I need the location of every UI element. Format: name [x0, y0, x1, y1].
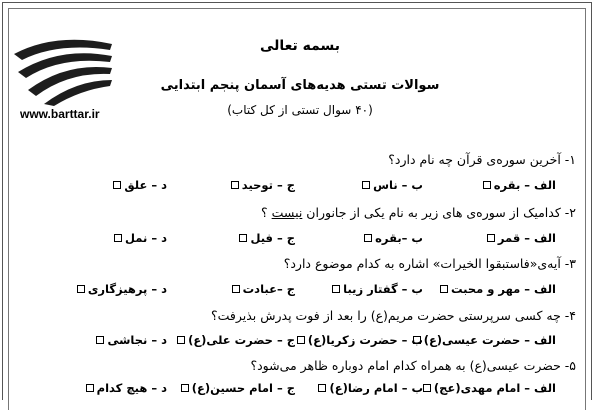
- question-2-end: ؟: [261, 205, 272, 220]
- q3-option-b[interactable]: [332, 282, 423, 296]
- page-title: بسمه تعالی: [259, 38, 341, 54]
- q2-option-d-label: د – نمل: [125, 231, 167, 245]
- q1-option-c[interactable]: [231, 178, 295, 192]
- page-subtitle: سوالات تستی هدیه‌های آسمان پنجم ابتدایی: [160, 78, 440, 93]
- header: [0, 0, 600, 140]
- checkbox-icon[interactable]: [114, 234, 122, 242]
- checkbox-icon[interactable]: [362, 181, 370, 189]
- question-5: ۵- حضرت عیسی(ع) به همراه کدام امام دوباره ظاهر می‌شود؟: [250, 358, 576, 373]
- q3-option-c-label: ج –عبادت: [242, 282, 295, 296]
- q2-option-c-label: ج – فیل: [250, 231, 295, 245]
- q1-option-b-label: ب – ناس: [373, 178, 423, 192]
- question-3: ۳- آیه‌ی«فاستبقوا الخیرات» اشاره به کدام موضوع دارد؟: [283, 256, 576, 271]
- checkbox-icon[interactable]: [232, 285, 240, 293]
- q4-option-c[interactable]: [177, 333, 295, 347]
- q3-option-a[interactable]: [440, 282, 556, 296]
- q2-option-d[interactable]: [114, 231, 167, 245]
- q5-option-a[interactable]: [423, 381, 556, 395]
- checkbox-icon[interactable]: [177, 336, 185, 344]
- q5-option-c-label: ج – امام حسین(ع): [191, 381, 295, 395]
- q5-option-d-label: د – هیچ کدام: [96, 381, 167, 395]
- q5-option-c[interactable]: [181, 381, 295, 395]
- q4-option-c-label: ج – حضرت علی(ع): [188, 333, 295, 347]
- q1-option-b[interactable]: [362, 178, 423, 192]
- q1-option-a[interactable]: [483, 178, 556, 192]
- q1-option-c-label: ج – توحید: [241, 178, 295, 192]
- q5-option-a-label: الف – امام مهدی(عج): [433, 381, 556, 395]
- question-4: ۴- چه کسی سرپرستی حضرت مریم(ع) را بعد از فوت پدرش بذیرفت؟: [210, 308, 576, 323]
- checkbox-icon[interactable]: [231, 181, 239, 189]
- q3-option-c[interactable]: [232, 282, 295, 296]
- q2-option-b-label: ب –بقره: [375, 231, 423, 245]
- checkbox-icon[interactable]: [423, 384, 431, 392]
- q1-option-d[interactable]: [113, 178, 167, 192]
- checkbox-icon[interactable]: [86, 384, 94, 392]
- q4-option-b[interactable]: [297, 333, 423, 347]
- question-2-text: ۲- کدامیک از سوره‌ی های زیر به نام یکی از جانوران: [302, 205, 576, 220]
- q4-option-a-label: الف – حضرت عیسی(ع): [423, 333, 556, 347]
- q3-option-a-label: الف – مهر و محبت: [450, 282, 556, 296]
- checkbox-icon[interactable]: [77, 285, 85, 293]
- q4-option-d-label: د – نجاشی: [107, 333, 167, 347]
- q2-option-c[interactable]: [239, 231, 295, 245]
- q3-option-b-label: ب – گفتار زیبا: [343, 282, 423, 296]
- q4-option-a[interactable]: [413, 333, 556, 347]
- question-2: [261, 205, 576, 220]
- q5-option-d[interactable]: [86, 381, 167, 395]
- checkbox-icon[interactable]: [318, 384, 326, 392]
- checkbox-icon[interactable]: [440, 285, 448, 293]
- q4-option-b-label: ب – حضرت زکریا(ع): [307, 333, 423, 347]
- q1-option-a-label: الف – بقره: [493, 178, 556, 192]
- checkbox-icon[interactable]: [96, 336, 104, 344]
- checkbox-icon[interactable]: [181, 384, 189, 392]
- q2-option-b[interactable]: [364, 231, 423, 245]
- checkbox-icon[interactable]: [297, 336, 305, 344]
- checkbox-icon[interactable]: [113, 181, 121, 189]
- question-1: ۱- آخرین سوره‌ی قرآن چه نام دارد؟: [388, 152, 576, 167]
- q4-option-d[interactable]: [96, 333, 167, 347]
- page-note: (۴۰ سوال تستی از کل کتاب): [227, 103, 373, 117]
- q5-option-b-label: ب – امام رضا(ع): [329, 381, 423, 395]
- q5-option-b[interactable]: [318, 381, 423, 395]
- q2-option-a[interactable]: [487, 231, 556, 245]
- q2-option-a-label: الف – قمر: [497, 231, 556, 245]
- site-url: www.barttar.ir: [20, 107, 100, 121]
- checkbox-icon[interactable]: [239, 234, 247, 242]
- checkbox-icon[interactable]: [332, 285, 340, 293]
- q3-option-d[interactable]: [77, 282, 167, 296]
- q3-option-d-label: د – پرهیزگاری: [87, 282, 167, 296]
- checkbox-icon[interactable]: [487, 234, 495, 242]
- question-2-emphasis: نیست: [271, 205, 303, 220]
- checkbox-icon[interactable]: [483, 181, 491, 189]
- q1-option-d-label: د – علق: [124, 178, 167, 192]
- checkbox-icon[interactable]: [364, 234, 372, 242]
